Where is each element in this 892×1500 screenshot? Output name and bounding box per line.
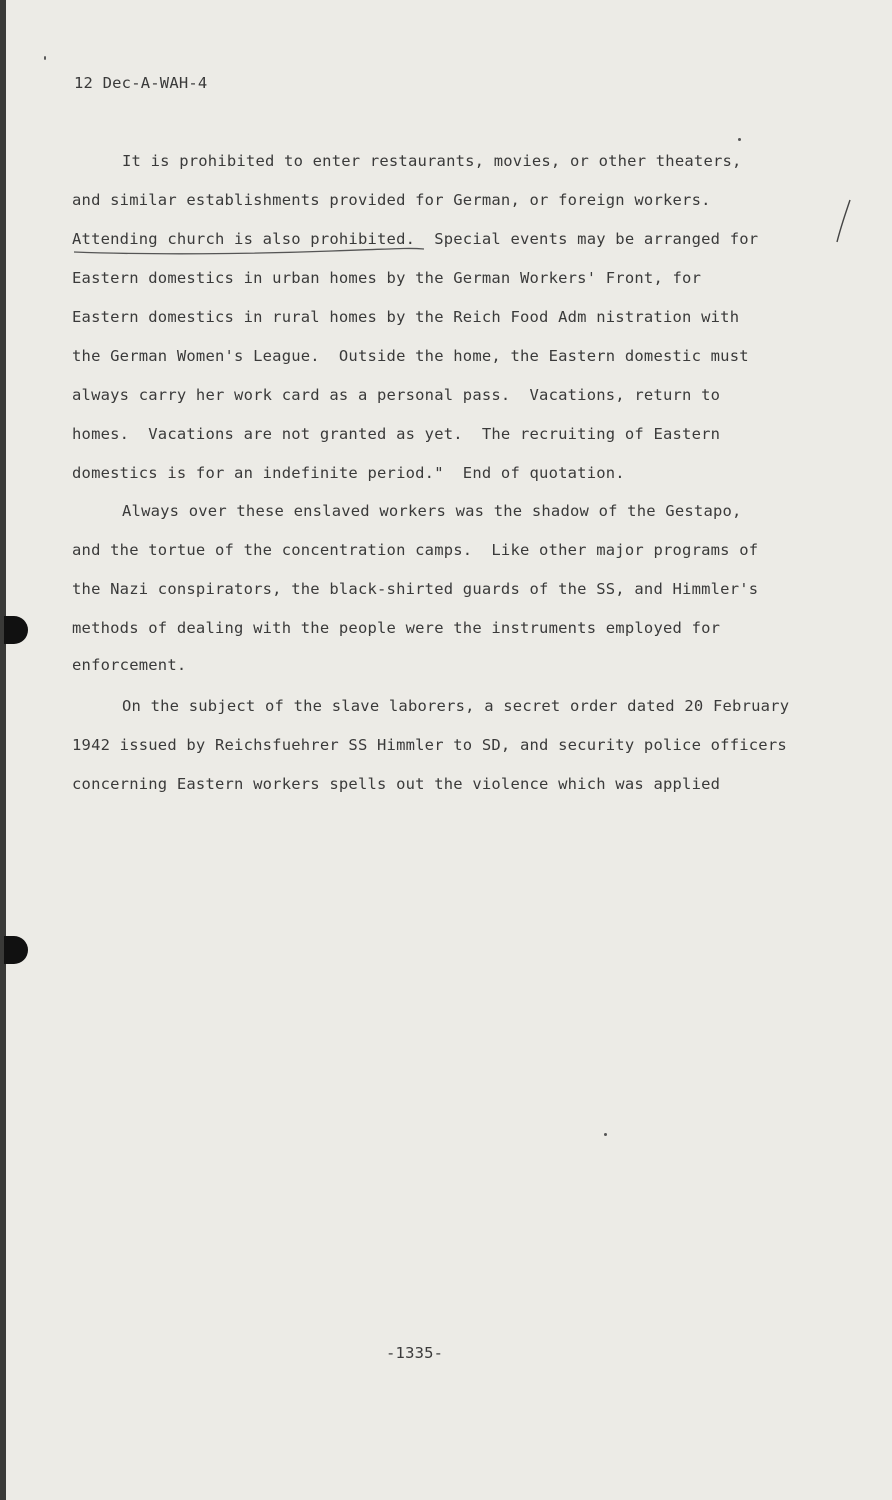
document-page [6,0,892,1500]
paragraph-line: homes. Vacations are not granted as yet. The recruiting of Eastern [72,425,721,443]
page-number: -1335- [386,1344,444,1362]
paragraph-line: methods of dealing with the people were the instruments employed for [72,619,721,637]
margin-pencil-mark [834,198,854,244]
punch-hole [4,936,28,964]
paragraph-line: the German Women's League. Outside the home, the Eastern domestic must [72,347,749,365]
paragraph-line: Eastern domestics in urban homes by the German Workers' Front, for [72,269,702,287]
paragraph-line: domestics is for an indefinite period." End of quotation. [72,464,625,482]
paragraph-line: and the tortue of the concentration camps. Like other major programs of [72,541,759,559]
paper-speck [604,1133,607,1136]
paper-speck [44,56,46,60]
handwritten-underline [72,246,426,256]
paragraph-line: On the subject of the slave laborers, a secret order dated 20 February [122,697,790,715]
punch-hole [4,616,28,644]
paragraph-line: Eastern domestics in rural homes by the Reich Food Adm nistration with [72,308,740,326]
paragraph-line: the Nazi conspirators, the black-shirted guards of the SS, and Himmler's [72,580,759,598]
paragraph-line: concerning Eastern workers spells out the violence which was applied [72,775,721,793]
paragraph-line: 1942 issued by Reichsfuehrer SS Himmler to SD, and security police officers [72,736,787,754]
paragraph-line: and similar establishments provided for German, or foreign workers. [72,191,711,209]
document-code: 12 Dec-A-WAH-4 [74,74,208,92]
paper-speck [738,138,741,141]
paragraph-line: Always over these enslaved workers was the shadow of the Gestapo, [122,502,742,520]
paragraph-line: Attending church is also prohibited. Special events may be arranged for [72,230,759,248]
paragraph-line: It is prohibited to enter restaurants, movies, or other theaters, [122,152,742,170]
paragraph-line: enforcement. [72,656,187,674]
paragraph-line: always carry her work card as a personal pass. Vacations, return to [72,386,721,404]
